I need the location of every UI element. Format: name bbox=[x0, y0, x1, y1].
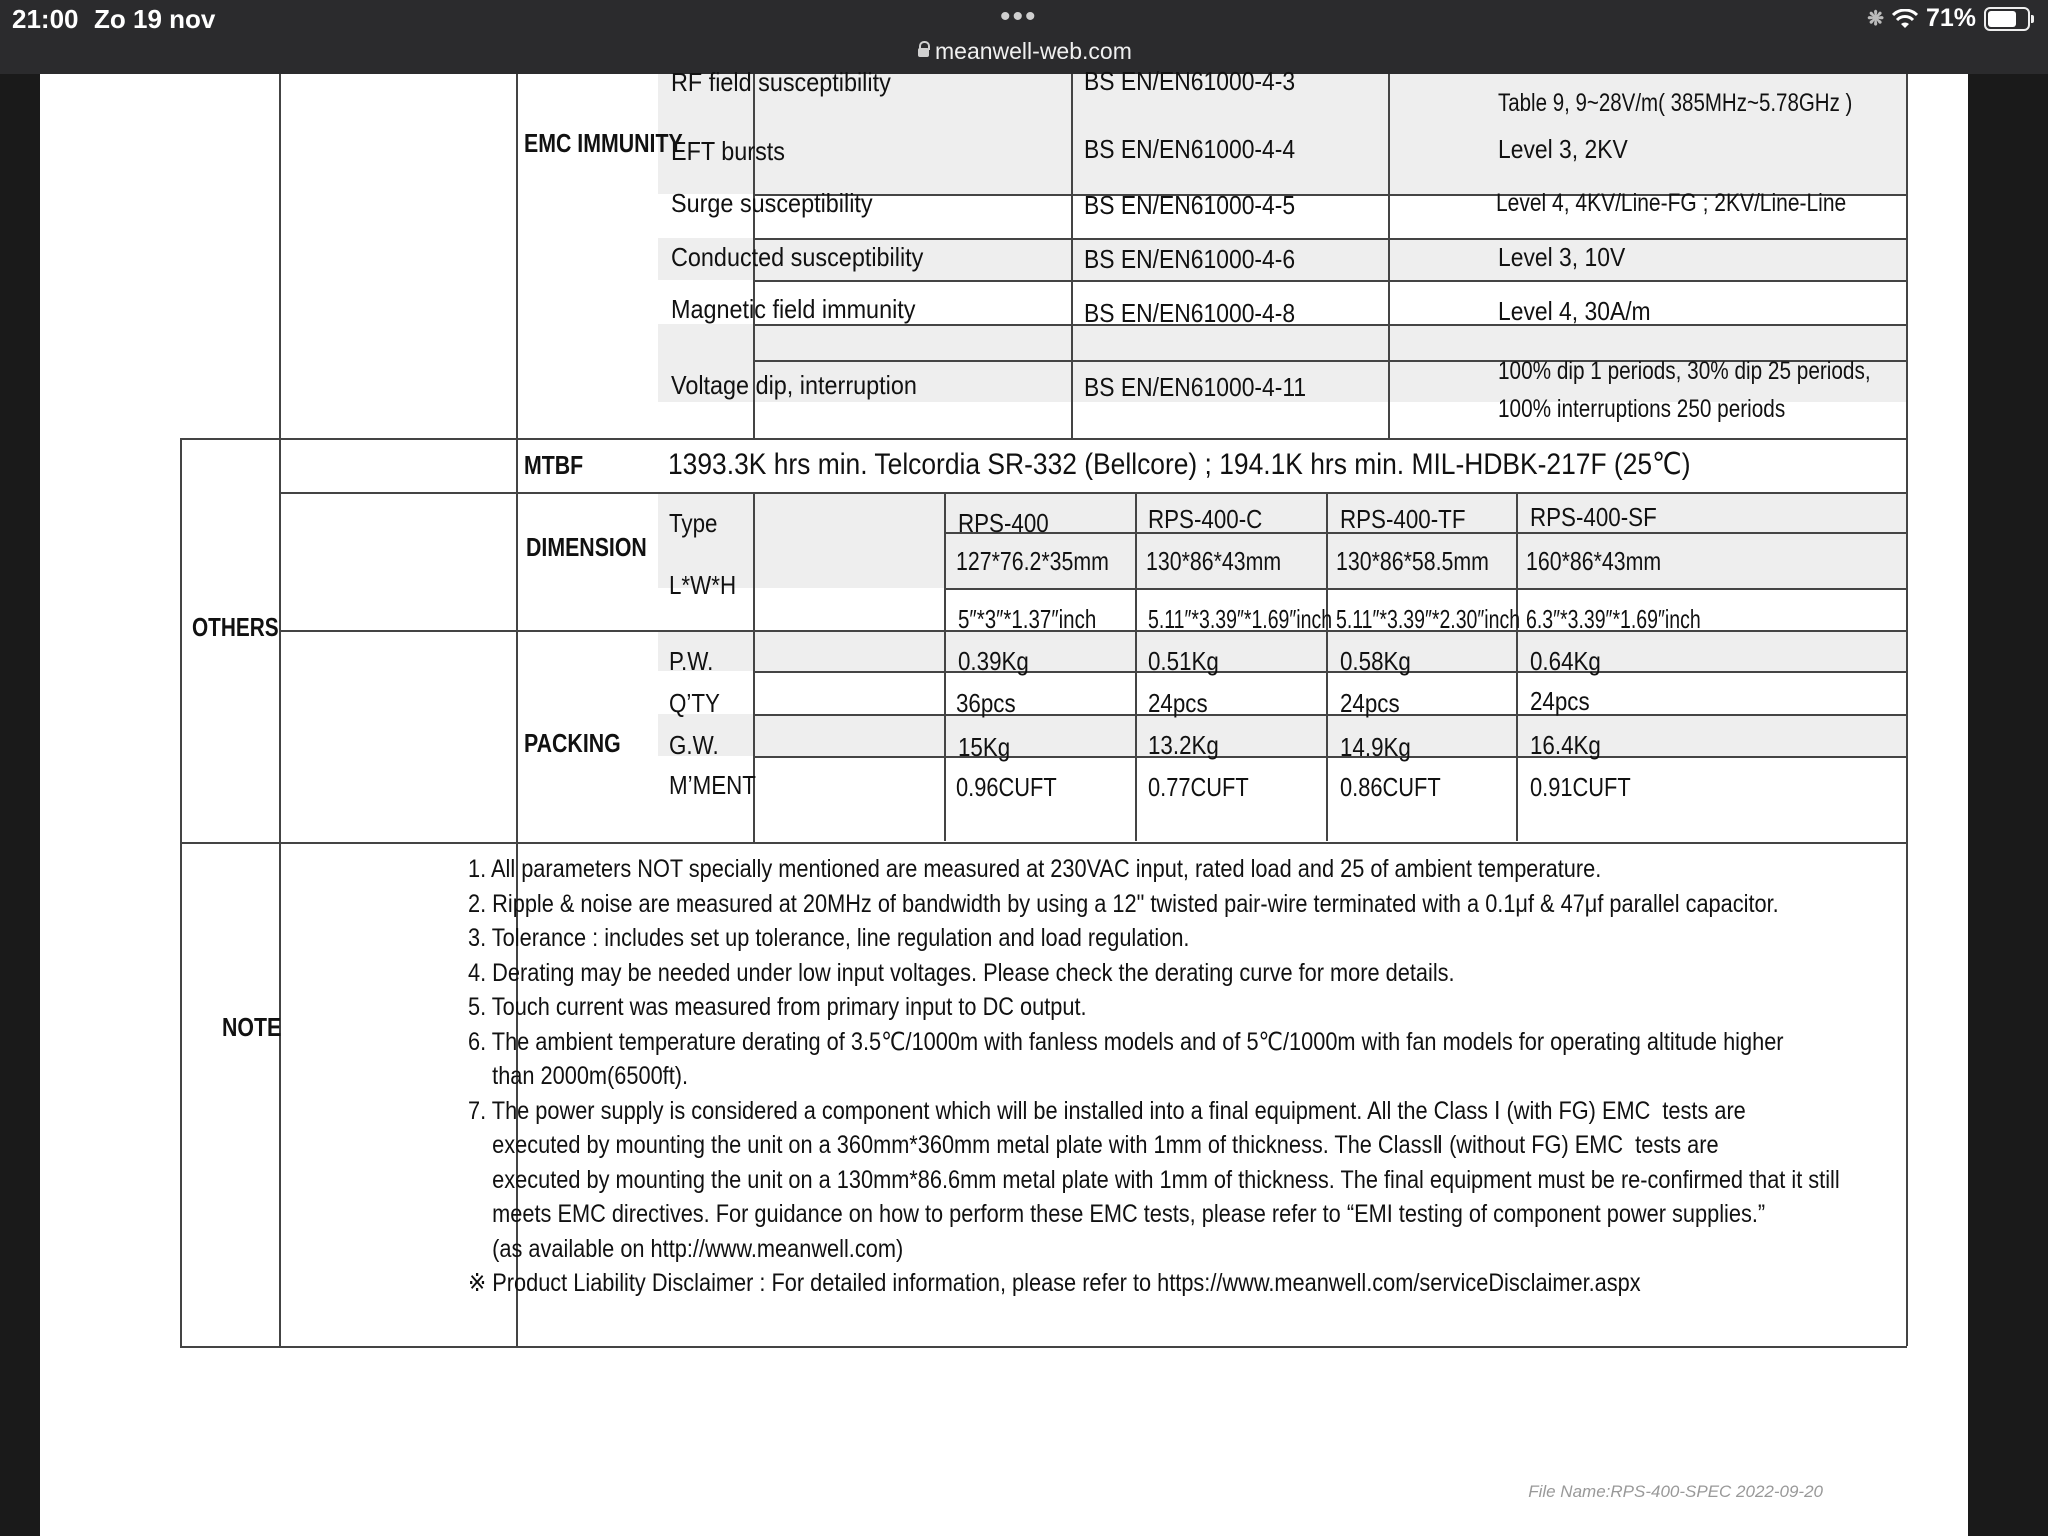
emc-item: Surge susceptibility bbox=[671, 188, 873, 218]
lwh-inch: 5.11″*3.39″*2.30″inch bbox=[1336, 604, 1521, 634]
note-line: 3. Tolerance : includes set up tolerance, line regulation and load regulation. bbox=[468, 924, 1190, 952]
battery-icon bbox=[1984, 7, 2030, 31]
emc-level: 100% interruptions 250 periods bbox=[1498, 395, 1786, 423]
model-name: RPS-400-C bbox=[1148, 504, 1263, 534]
packing-row-label: G.W. bbox=[669, 730, 719, 760]
packing-value: 13.2Kg bbox=[1148, 730, 1219, 760]
packing-value: 24pcs bbox=[1530, 686, 1590, 716]
note-line: (as available on http://www.meanwell.com) bbox=[468, 1234, 904, 1263]
note-line: executed by mounting the unit on a 130mm*86.6mm metal plate with 1mm of thickness. The final equipment must be re-confirmed that it still bbox=[468, 1165, 1840, 1194]
file-name-footer: File Name:RPS-400-SPEC 2022-09-20 bbox=[1528, 1482, 1823, 1501]
note-line: than 2000m(6500ft). bbox=[468, 1062, 689, 1090]
lwh-inch: 5″*3″*1.37″inch bbox=[958, 604, 1097, 634]
packing-value: 0.64Kg bbox=[1530, 646, 1601, 676]
note-section-label: NOTE bbox=[222, 1012, 282, 1042]
emc-item: Voltage dip, interruption bbox=[671, 370, 917, 400]
emc-item: EFT bursts bbox=[671, 136, 786, 166]
address-url: meanwell-web.com bbox=[935, 38, 1132, 64]
packing-value: 0.51Kg bbox=[1148, 646, 1219, 676]
packing-value: 15Kg bbox=[958, 732, 1011, 762]
status-right bbox=[1867, 4, 2030, 33]
battery-percent: 71% bbox=[1925, 4, 1976, 32]
note-line: 7. The power supply is considered a component which will be installed into a final equipment. All the Class Ⅰ (with FG) EMC tests are bbox=[468, 1096, 1746, 1125]
note-line: 5. Touch current was measured from primary input to DC output. bbox=[468, 993, 1087, 1021]
emc-standard: BS EN/EN61000-4-3 bbox=[1084, 66, 1296, 96]
type-label: Type bbox=[669, 508, 718, 538]
mtbf-label: MTBF bbox=[524, 450, 584, 480]
emc-item: Magnetic field immunity bbox=[671, 294, 916, 324]
emc-standard: BS EN/EN61000-4-8 bbox=[1084, 298, 1296, 328]
note-line: 4. Derating may be needed under low input voltages. Please check the derating curve for more details. bbox=[468, 958, 1455, 987]
lock-icon bbox=[918, 48, 929, 57]
web-page bbox=[40, 66, 1968, 1536]
emc-standard: BS EN/EN61000-4-11 bbox=[1084, 372, 1307, 402]
packing-value: 0.96CUFT bbox=[956, 772, 1057, 802]
model-name: RPS-400 bbox=[958, 508, 1049, 538]
packing-value: 24pcs bbox=[1148, 688, 1208, 718]
emc-level: Level 3, 10V bbox=[1498, 242, 1626, 272]
note-line: meets EMC directives. For guidance on how to perform these EMC tests, please refer to “EMI testing of component power supplies.” bbox=[468, 1200, 1766, 1228]
notes-list bbox=[468, 852, 1840, 1301]
lwh-inch: 6.3″*3.39″*1.69″inch bbox=[1526, 604, 1701, 634]
emc-level: 100% dip 1 periods, 30% dip 25 periods, bbox=[1498, 357, 1871, 385]
packing-label: PACKING bbox=[524, 728, 621, 758]
packing-value: 16.4Kg bbox=[1530, 730, 1601, 760]
loading-spinner-icon: ❋ bbox=[1867, 8, 1884, 30]
packing-value: 0.86CUFT bbox=[1340, 772, 1441, 802]
packing-row-label: M’MENT bbox=[669, 770, 756, 800]
packing-value: 0.91CUFT bbox=[1530, 772, 1631, 802]
packing-value: 0.77CUFT bbox=[1148, 772, 1249, 802]
multitasking-dots-icon[interactable]: ••• bbox=[1000, 0, 1038, 33]
model-name: RPS-400-SF bbox=[1530, 502, 1657, 532]
lwh-mm: 130*86*43mm bbox=[1146, 546, 1282, 576]
mtbf-value: 1393.3K hrs min. Telcordia SR-332 (Bellcore) ; 194.1K hrs min. MIL-HDBK-217F (25℃) bbox=[668, 448, 1691, 481]
packing-row-label: Q’TY bbox=[669, 688, 720, 718]
packing-value: 0.39Kg bbox=[958, 646, 1029, 676]
lwh-inch: 5.11″*3.39″*1.69″inch bbox=[1148, 604, 1333, 634]
model-name: RPS-400-TF bbox=[1340, 504, 1466, 534]
others-section-label: OTHERS bbox=[192, 612, 279, 642]
lwh-mm: 127*76.2*35mm bbox=[956, 546, 1109, 576]
note-line: 1. All parameters NOT specially mentioned are measured at 230VAC input, rated load and 25 of ambient temperature. bbox=[468, 855, 1602, 883]
emc-item: Conducted susceptibility bbox=[671, 242, 924, 272]
note-line: 6. The ambient temperature derating of 3.5℃/1000m with fanless models and of 5℃/1000m with fan models for operating altitude higher bbox=[468, 1027, 1784, 1056]
wifi-icon bbox=[1892, 9, 1918, 29]
emc-standard: BS EN/EN61000-4-4 bbox=[1084, 134, 1296, 164]
status-bar bbox=[0, 0, 2048, 74]
dimension-label: DIMENSION bbox=[526, 532, 647, 562]
note-line: executed by mounting the unit on a 360mm*360mm metal plate with 1mm of thickness. The ClassⅡ (without FG) EMC tests are bbox=[468, 1131, 1719, 1159]
lwh-mm: 160*86*43mm bbox=[1526, 546, 1662, 576]
note-line: ※ Product Liability Disclaimer : For detailed information, please refer to https://www.meanwell.com/serviceDisclaimer.aspx bbox=[468, 1269, 1641, 1297]
emc-item: RF field susceptibility bbox=[671, 67, 891, 97]
emc-level: Level 3, 2KV bbox=[1498, 134, 1628, 164]
packing-value: 14.9Kg bbox=[1340, 732, 1411, 762]
packing-row-label: P.W. bbox=[669, 646, 714, 676]
emc-standard: BS EN/EN61000-4-5 bbox=[1084, 190, 1296, 220]
address-bar[interactable] bbox=[918, 38, 1132, 65]
emc-level: Table 9, 9~28V/m( 385MHz~5.78GHz ) bbox=[1498, 89, 1853, 117]
status-date: Zo 19 nov bbox=[94, 4, 216, 34]
emc-standard: BS EN/EN61000-4-6 bbox=[1084, 244, 1296, 274]
status-time: 21:00 bbox=[12, 4, 79, 34]
spec-table bbox=[180, 66, 1906, 1348]
packing-value: 0.58Kg bbox=[1340, 646, 1411, 676]
packing-value: 36pcs bbox=[956, 688, 1016, 718]
emc-section-label: EMC IMMUNITY bbox=[524, 128, 683, 158]
lwh-mm: 130*86*58.5mm bbox=[1336, 546, 1489, 576]
packing-value: 24pcs bbox=[1340, 688, 1400, 718]
lwh-label: L*W*H bbox=[669, 570, 737, 600]
note-line: 2. Ripple & noise are measured at 20MHz of bandwidth by using a 12" twisted pair-wire terminated with a 0.1μf & 47μf parallel capacitor. bbox=[468, 889, 1779, 918]
emc-level: Level 4, 4KV/Line-FG ; 2KV/Line-Line bbox=[1496, 189, 1847, 217]
emc-level: Level 4, 30A/m bbox=[1498, 296, 1651, 326]
